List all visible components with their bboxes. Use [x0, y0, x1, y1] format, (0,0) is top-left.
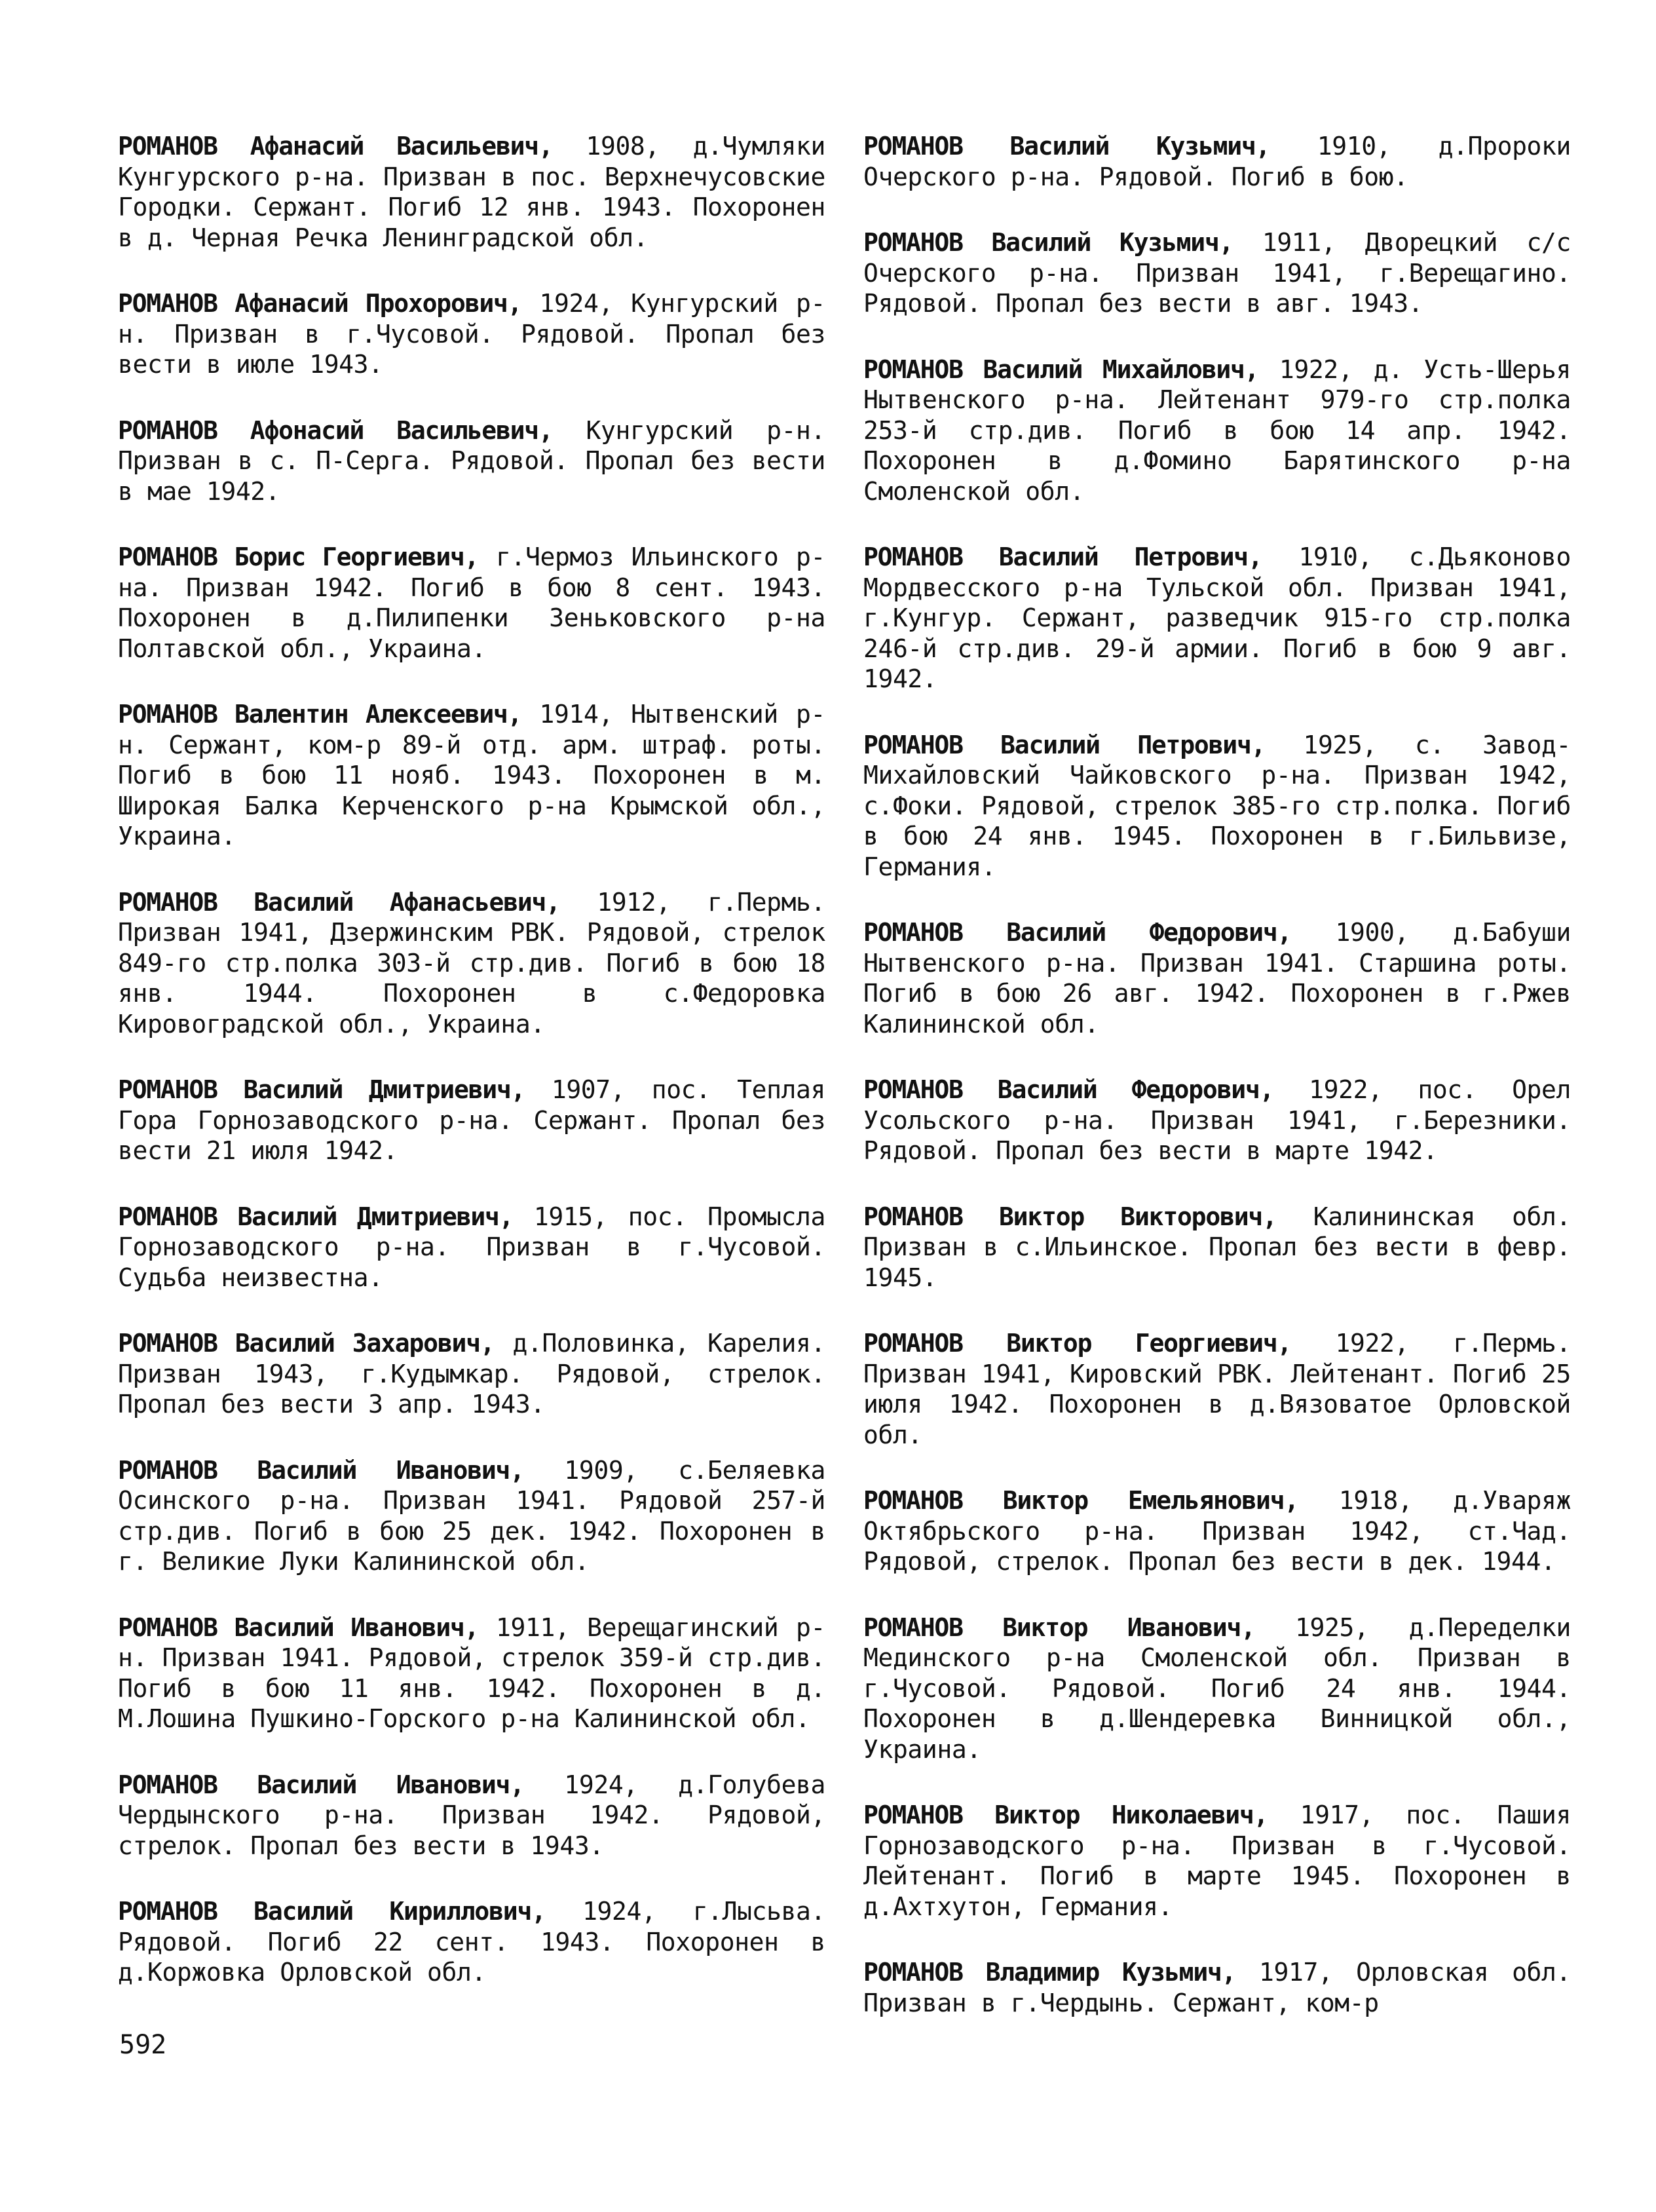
entry-name: РОМАНОВ Борис Георгиевич, — [118, 543, 479, 571]
entry-name: РОМАНОВ Василий Кузьмич, — [863, 132, 1270, 161]
entry-text: 1925, с. Завод-Михайловский Чайковского р-на. Призван 1942, с.Фоки. Рядовой, стрелок 385-го стр.полка. Погиб в бою 24 янв. 1945. Похоронен в г.Бильвизе, Германия. — [863, 730, 1571, 881]
entry-name: РОМАНОВ Виктор Иванович, — [863, 1612, 1255, 1642]
entry-name: РОМАНОВ Василий Иванович, — [118, 1612, 479, 1642]
entry — [863, 1328, 1571, 1450]
entry-name: РОМАНОВ Василий Петрович, — [863, 730, 1266, 759]
entry — [118, 288, 825, 380]
entry-name: РОМАНОВ Василий Дмитриевич, — [118, 1075, 525, 1104]
entry-name: РОМАНОВ Виктор Емельянович, — [863, 1486, 1299, 1515]
entry-name: РОМАНОВ Василий Кузьмич, — [863, 228, 1233, 257]
entry-text: Калининская обл. Призван в с.Ильинское. Пропал без вести в февр. 1945. — [863, 1202, 1571, 1292]
entry-name: РОМАНОВ Виктор Викторович, — [863, 1202, 1277, 1231]
page-number: 592 — [119, 2030, 167, 2060]
entry-name: РОМАНОВ Василий Федорович, — [863, 1075, 1274, 1104]
entry — [863, 1957, 1571, 2018]
entry — [863, 1202, 1571, 1293]
entry — [118, 1896, 825, 1988]
entry-text: г.Чермоз Ильинского р-на. Призван 1942. Погиб в бою 8 сент. 1943. Похоронен в д.Пилипенки Зеньковского р-на Полтавской обл., Украина. — [118, 543, 825, 663]
entry — [863, 917, 1571, 1039]
entry-text: 1907, пос. Теплая Гора Горнозаводского р-на. Сержант. Пропал без вести 21 июля 1942. — [118, 1075, 825, 1165]
entry-name: РОМАНОВ Виктор Николаевич, — [863, 1801, 1268, 1829]
entry-name: РОМАНОВ Василий Иванович, — [118, 1455, 524, 1485]
entry-name: РОМАНОВ Василий Михайлович, — [863, 354, 1259, 384]
entry-text: Кунгурский р-н. Призван в с. П-Серга. Рядовой. Пропал без вести в мае 1942. — [118, 415, 825, 506]
entry — [118, 887, 825, 1040]
entry — [118, 1612, 825, 1734]
entry — [118, 542, 825, 664]
entry-name: РОМАНОВ Василий Захарович, — [118, 1329, 495, 1358]
entry — [118, 1075, 825, 1166]
entry-text: 1911, Верещагинский р-н. Призван 1941. Рядовой, стрелок 359-й стр.див. Погиб в бою 11 янв. 1942. Похоронен в д. М.Лошина Пушкино-Горского р-на Калининской обл. — [118, 1612, 825, 1733]
entry-text: 1924, г.Лысьва. Рядовой. Погиб 22 сент. 1943. Похоронен в д.Коржовка Орловской обл. — [118, 1897, 825, 1987]
entry-name: РОМАНОВ Василий Федорович, — [863, 918, 1292, 947]
entry-name: РОМАНОВ Василий Дмитриевич, — [118, 1202, 514, 1231]
entry-text: д.Половинка, Карелия. Призван 1943, г.Кудымкар. Рядовой, стрелок. Пропал без вести 3 апр. 1943. — [118, 1329, 825, 1419]
entry — [863, 1075, 1571, 1166]
entry-text: 1917, пос. Пашия Горнозаводского р-на. Призван в г.Чусовой. Лейтенант. Погиб в марте 1945. Похоронен в д.Ахтхутон, Германия. — [863, 1801, 1571, 1921]
entry — [118, 415, 825, 507]
entry — [863, 730, 1571, 883]
entry — [118, 1202, 825, 1293]
entry-name: РОМАНОВ Афанасий Прохорович, — [118, 289, 522, 318]
entry-name: РОМАНОВ Афонасий Васильевич, — [118, 415, 553, 445]
entry-text: 1918, д.Уваряж Октябрьского р-на. Призван 1942, ст.Чад. Рядовой, стрелок. Пропал без вести в дек. 1944. — [863, 1486, 1571, 1576]
entry — [863, 354, 1571, 507]
entry-text: 1915, пос. Промысла Горнозаводского р-на. Призван в г.Чусовой. Судьба неизвестна. — [118, 1202, 825, 1292]
entry-name: РОМАНОВ Виктор Георгиевич, — [863, 1329, 1292, 1358]
entry-text: 1911, Дворецкий с/с Очерского р-на. Призван 1941, г.Верещагино. Рядовой. Пропал без вести в авг. 1943. — [863, 228, 1571, 318]
entry-name: РОМАНОВ Василий Петрович, — [863, 543, 1262, 571]
entry-text: 1925, д.Переделки Мединского р-на Смоленской обл. Призван в г.Чусовой. Рядовой. Погиб 24 янв. 1944. Похоронен в д.Шендеревка Винницкой обл., Украина. — [863, 1612, 1571, 1764]
entry-text: 1908, д.Чумляки Кунгурского р-на. Призван в пос. Верхнечусовские Городки. Сержант. Погиб 12 янв. 1943. Похоронен в д. Черная Речка Ленинградской обл. — [118, 132, 825, 252]
entry — [863, 1800, 1571, 1922]
entry-name: РОМАНОВ Валентин Алексеевич, — [118, 700, 522, 729]
entry-name: РОМАНОВ Владимир Кузьмич, — [863, 1958, 1236, 1987]
entry-text: 1924, Кунгурский р-н. Призван в г.Чусовой. Рядовой. Пропал без вести в июле 1943. — [118, 289, 826, 379]
entry-text: 1910, с.Дьяконово Мордвесского р-на Тульской обл. Призван 1941, г.Кунгур. Сержант, разведчик 915-го стр.полка 246-й стр.див. 29-й армии. Погиб в бою 9 авг. 1942. — [863, 543, 1571, 693]
entry-text: 1922, г.Пермь. Призван 1941, Кировский РВК. Лейтенант. Погиб 25 июля 1942. Похоронен в д.Вязоватое Орловской обл. — [863, 1329, 1571, 1449]
entry — [863, 131, 1571, 192]
entry — [118, 1328, 825, 1420]
left-column — [118, 131, 825, 2023]
entry-text: 1910, д.Пророки Очерского р-на. Рядовой. Погиб в бою. — [863, 132, 1571, 191]
entry-text: 1914, Нытвенский р-н. Сержант, ком-р 89-й отд. арм. штраф. роты. Погиб в бою 11 нояб. 1943. Похоронен в м. Широкая Балка Керченского р-на Крымской обл., Украина. — [118, 700, 826, 850]
entry-name: РОМАНОВ Василий Иванович, — [118, 1770, 524, 1799]
entry-name: РОМАНОВ Василий Кириллович, — [118, 1897, 546, 1926]
entry — [863, 227, 1571, 319]
entry — [118, 1455, 825, 1577]
entry — [863, 1612, 1571, 1765]
entry-text: 1922, д. Усть-Шерья Нытвенского р-на. Лейтенант 979-го стр.полка 253-й стр.див. Погиб в бою 14 апр. 1942. Похоронен в д.Фомино Барятинского р-на Смоленской обл. — [863, 354, 1571, 506]
entry-text: 1900, д.Бабуши Нытвенского р-на. Призван 1941. Старшина роты. Погиб в бою 26 авг. 1942. Похоронен в г.Ржев Калининской обл. — [863, 918, 1571, 1039]
right-column — [863, 131, 1571, 2053]
entry — [118, 131, 825, 253]
entry — [118, 699, 825, 852]
entry-text: 1912, г.Пермь. Призван 1941, Дзержинским РВК. Рядовой, стрелок 849-го стр.полка 303-й стр.див. Погиб в бою 18 янв. 1944. Похоронен в с.Федоровка Кировоградской обл., Украина. — [118, 887, 825, 1039]
entry-name: РОМАНОВ Василий Афанасьевич, — [118, 887, 560, 917]
entry-name: РОМАНОВ Афанасий Васильевич, — [118, 132, 553, 161]
entry-text: 1922, пос. Орел Усольского р-на. Призван 1941, г.Березники. Рядовой. Пропал без вести в марте 1942. — [863, 1075, 1571, 1165]
entry-text: 1924, д.Голубева Чердынского р-на. Призван 1942. Рядовой, стрелок. Пропал без вести в 1943. — [118, 1770, 826, 1860]
entry — [863, 1485, 1571, 1577]
entry-text: 1917, Орловская обл. Призван в г.Чердынь. Сержант, ком-р — [863, 1958, 1571, 2017]
entry — [118, 1770, 825, 1861]
entry-text: 1909, с.Беляевка Осинского р-на. Призван 1941. Рядовой 257-й стр.див. Погиб в бою 25 дек. 1942. Похоронен в г. Великие Луки Калининской обл. — [118, 1455, 826, 1576]
entry — [863, 542, 1571, 695]
